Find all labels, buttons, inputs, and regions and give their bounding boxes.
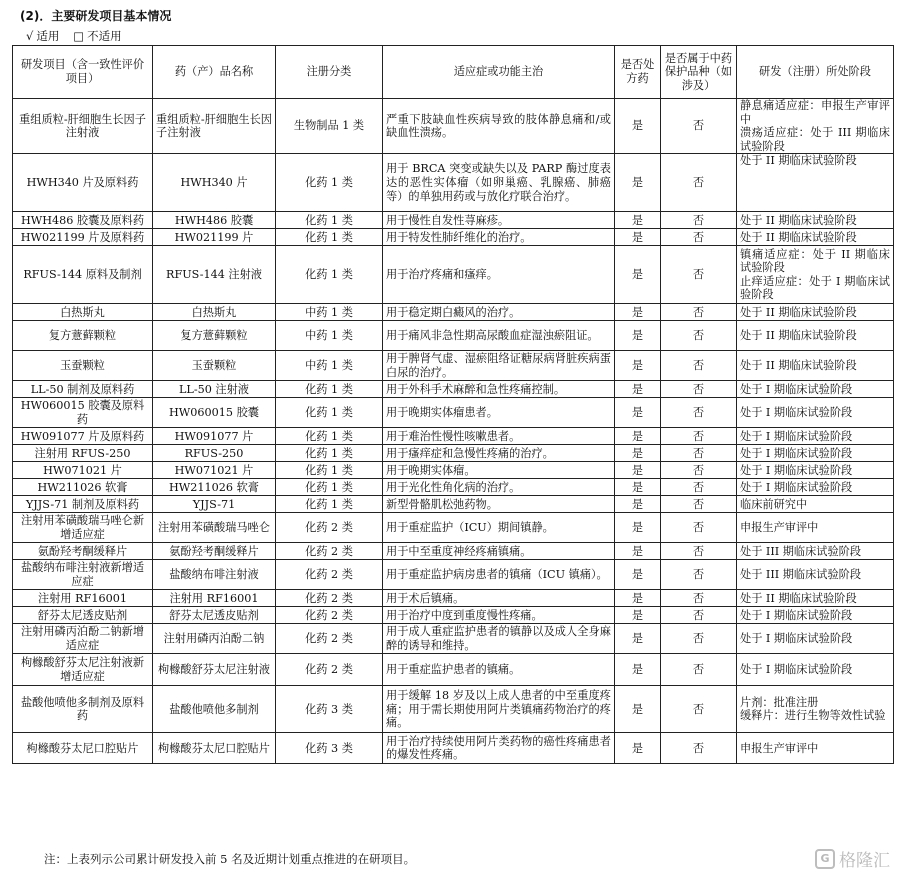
cell-prescription: 是 [615,154,661,212]
table-note: 注：上表列示公司累计研发投入前 5 名及近期计划重点推进的在研项目。 [44,852,416,866]
cell-product-name: HW071021 片 [153,462,276,479]
cell-registration-class: 化药 3 类 [276,686,383,733]
cell-project: 枸橼酸芬太尼口腔贴片 [13,733,153,764]
cell-indication: 用于晚期实体瘤患者。 [383,398,615,428]
check-mark-icon: √ [26,29,34,43]
cell-project: HWH340 片及原料药 [13,154,153,212]
cell-prescription: 是 [615,479,661,496]
cell-product-name: HW060015 胶囊 [153,398,276,428]
cell-project: 重组质粒-肝细胞生长因子注射液 [13,99,153,154]
cell-indication: 用于稳定期白癜风的治疗。 [383,304,615,321]
cell-indication: 用于治疗持续使用阿片类药物的癌性疼痛患者的爆发性疼痛。 [383,733,615,764]
cell-indication: 用于晚期实体瘤。 [383,462,615,479]
cell-project: 注射用 RF16001 [13,590,153,607]
cell-stage: 申报生产审评中 [737,513,894,543]
cell-product-name: HW021199 片 [153,229,276,246]
cell-indication: 用于难治性慢性咳嗽患者。 [383,428,615,445]
cell-prescription: 是 [615,229,661,246]
table-body [13,99,894,764]
cell-product-name: 重组质粒-肝细胞生长因子注射液 [153,99,276,154]
cell-project: HW060015 胶囊及原料药 [13,398,153,428]
cell-prescription: 是 [615,733,661,764]
cell-product-name: 注射用 RF16001 [153,590,276,607]
cell-project: HWH486 胶囊及原料药 [13,212,153,229]
cell-project: 舒芬太尼透皮贴剂 [13,607,153,624]
cell-stage: 处于 I 期临床试验阶段 [737,398,894,428]
cell-indication: 用于痛风非急性期高尿酸血症湿浊瘀阻证。 [383,321,615,351]
header-stage: 研发（注册）所处阶段 [737,46,894,99]
cell-product-name: 复方薏藓颗粒 [153,321,276,351]
cell-indication: 用于 BRCA 突变或缺失以及 PARP 酶过度表达的恶性实体瘤（如卵巢癌、乳腺癌、肺癌等）的单独用药或与放化疗联合治疗。 [383,154,615,212]
cell-prescription: 是 [615,686,661,733]
cell-stage: 处于 I 期临床试验阶段 [737,654,894,686]
table-header-row [13,46,894,99]
cell-indication: 严重下肢缺血性疾病导致的肢体静息痛和/或缺血性溃疡。 [383,99,615,154]
cell-product-name: 注射用苯磺酸瑞马唑仑 [153,513,276,543]
cell-product-name: HW211026 软膏 [153,479,276,496]
cell-prescription: 是 [615,428,661,445]
cell-product-name: 氨酚羟考酮缓释片 [153,543,276,560]
cell-prescription: 是 [615,560,661,590]
table-row [13,590,894,607]
table-row [13,462,894,479]
cell-prescription: 是 [615,607,661,624]
cell-project: 复方薏藓颗粒 [13,321,153,351]
cell-indication: 用于重症监护病房患者的镇痛（ICU 镇痛）。 [383,560,615,590]
cell-project: HW091077 片及原料药 [13,428,153,445]
table-row [13,560,894,590]
cell-stage: 镇痛适应症：处于 II 期临床试验阶段 止痒适应症：处于 I 期临床试验阶段 [737,246,894,304]
cell-tcm-protection: 否 [661,543,737,560]
table-row [13,304,894,321]
cell-product-name: 注射用磷丙泊酚二钠 [153,624,276,654]
cell-tcm-protection: 否 [661,381,737,398]
cell-indication: 用于瘙痒症和急慢性疼痛的治疗。 [383,445,615,462]
table-row [13,513,894,543]
cell-tcm-protection: 否 [661,212,737,229]
cell-product-name: HWH340 片 [153,154,276,212]
header-prescription: 是否处方药 [615,46,661,99]
cell-product-name: 枸橼酸芬太尼口腔贴片 [153,733,276,764]
cell-stage: 临床前研究中 [737,496,894,513]
cell-project: 枸橼酸舒芬太尼注射液新增适应症 [13,654,153,686]
cell-tcm-protection: 否 [661,479,737,496]
cell-stage: 处于 I 期临床试验阶段 [737,624,894,654]
cell-project: 注射用磷丙泊酚二钠新增适应症 [13,624,153,654]
table-row [13,445,894,462]
table-row [13,607,894,624]
cell-indication: 用于重症监护患者的镇痛。 [383,654,615,686]
header-indication: 适应症或功能主治 [383,46,615,99]
cell-tcm-protection: 否 [661,496,737,513]
cell-registration-class: 化药 2 类 [276,654,383,686]
cell-tcm-protection: 否 [661,398,737,428]
cell-prescription: 是 [615,496,661,513]
cell-product-name: HW091077 片 [153,428,276,445]
cell-registration-class: 化药 2 类 [276,560,383,590]
cell-tcm-protection: 否 [661,686,737,733]
cell-stage: 处于 III 期临床试验阶段 [737,543,894,560]
cell-project: HW071021 片 [13,462,153,479]
watermark [815,846,890,871]
cell-tcm-protection: 否 [661,624,737,654]
header-project: 研发项目（含一致性评价项目） [13,46,153,99]
cell-prescription: 是 [615,513,661,543]
table-row [13,543,894,560]
cell-prescription: 是 [615,246,661,304]
cell-project: 盐酸他喷他多制剂及原料药 [13,686,153,733]
table-row [13,154,894,212]
cell-registration-class: 化药 1 类 [276,428,383,445]
cell-tcm-protection: 否 [661,321,737,351]
cell-registration-class: 化药 1 类 [276,381,383,398]
cell-registration-class: 化药 2 类 [276,543,383,560]
cell-project: 白热斯丸 [13,304,153,321]
cell-tcm-protection: 否 [661,654,737,686]
cell-tcm-protection: 否 [661,513,737,543]
cell-stage: 处于 I 期临床试验阶段 [737,479,894,496]
cell-indication: 用于缓解 18 岁及以上成人患者的中至重度疼痛；用于需长期使用阿片类镇痛药物治疗的疼痛。 [383,686,615,733]
cell-registration-class: 化药 2 类 [276,590,383,607]
header-tcm-protection: 是否属于中药保护品种（如涉及） [661,46,737,99]
cell-prescription: 是 [615,99,661,154]
cell-tcm-protection: 否 [661,304,737,321]
cell-stage: 处于 I 期临床试验阶段 [737,428,894,445]
cell-product-name: YJJS-71 [153,496,276,513]
table-row [13,654,894,686]
cell-indication: 用于术后镇痛。 [383,590,615,607]
cell-indication: 用于成人重症监护患者的镇静以及成人全身麻醉的诱导和维持。 [383,624,615,654]
watermark-text: 格隆汇 [839,851,890,871]
cell-indication: 用于外科手术麻醉和急性疼痛控制。 [383,381,615,398]
cell-stage: 处于 II 期临床试验阶段 [737,154,894,212]
cell-tcm-protection: 否 [661,445,737,462]
cell-project: 玉蚕颗粒 [13,351,153,381]
cell-prescription: 是 [615,590,661,607]
cell-registration-class: 中药 1 类 [276,321,383,351]
cell-registration-class: 化药 2 类 [276,607,383,624]
cell-tcm-protection: 否 [661,246,737,304]
watermark-logo-icon: G [815,849,835,869]
cell-indication: 用于特发性肺纤维化的治疗。 [383,229,615,246]
cell-indication: 新型骨骼肌松弛药物。 [383,496,615,513]
cell-registration-class: 中药 1 类 [276,351,383,381]
table-row [13,479,894,496]
cell-stage: 处于 III 期临床试验阶段 [737,560,894,590]
cell-tcm-protection: 否 [661,229,737,246]
table-row [13,321,894,351]
cell-tcm-protection: 否 [661,560,737,590]
cell-tcm-protection: 否 [661,607,737,624]
cell-stage: 处于 II 期临床试验阶段 [737,321,894,351]
cell-prescription: 是 [615,351,661,381]
cell-stage: 静息痛适应症：申报生产审评中 溃疡适应症：处于 III 期临床试验阶段 [737,99,894,154]
header-registration-class: 注册分类 [276,46,383,99]
cell-indication: 用于重症监护（ICU）期间镇静。 [383,513,615,543]
cell-stage: 处于 I 期临床试验阶段 [737,445,894,462]
cell-stage: 处于 II 期临床试验阶段 [737,351,894,381]
table-row [13,99,894,154]
cell-registration-class: 化药 2 类 [276,513,383,543]
cell-project: 盐酸纳布啡注射液新增适应症 [13,560,153,590]
cell-product-name: LL-50 注射液 [153,381,276,398]
cell-prescription: 是 [615,462,661,479]
cell-product-name: 枸橼酸舒芬太尼注射液 [153,654,276,686]
cell-indication: 用于慢性自发性荨麻疹。 [383,212,615,229]
cell-product-name: 盐酸他喷他多制剂 [153,686,276,733]
cell-stage: 处于 II 期临床试验阶段 [737,304,894,321]
cell-product-name: HWH486 胶囊 [153,212,276,229]
cell-stage: 片剂：批准注册 缓释片：进行生物等效性试验 [737,686,894,733]
cell-tcm-protection: 否 [661,590,737,607]
cell-prescription: 是 [615,445,661,462]
cell-tcm-protection: 否 [661,351,737,381]
applicable-label: 适用 [36,29,60,43]
cell-stage: 处于 II 期临床试验阶段 [737,590,894,607]
cell-registration-class: 化药 1 类 [276,479,383,496]
cell-stage: 申报生产审评中 [737,733,894,764]
section-heading: (2)．主要研发项目基本情况 [20,9,172,23]
cell-project: HW211026 软膏 [13,479,153,496]
applicability-row [26,28,125,44]
table-row [13,212,894,229]
cell-tcm-protection: 否 [661,154,737,212]
cell-indication: 用于治疗疼痛和瘙痒。 [383,246,615,304]
cell-registration-class: 化药 2 类 [276,624,383,654]
cell-registration-class: 化药 1 类 [276,154,383,212]
table-row [13,428,894,445]
cell-project: LL-50 制剂及原料药 [13,381,153,398]
cell-product-name: 白热斯丸 [153,304,276,321]
cell-registration-class: 化药 1 类 [276,496,383,513]
cell-stage: 处于 I 期临床试验阶段 [737,462,894,479]
cell-tcm-protection: 否 [661,733,737,764]
checkbox-icon: □ [73,29,85,43]
cell-project: 注射用 RFUS-250 [13,445,153,462]
cell-product-name: RFUS-144 注射液 [153,246,276,304]
header-product-name: 药（产）品名称 [153,46,276,99]
cell-tcm-protection: 否 [661,99,737,154]
cell-prescription: 是 [615,398,661,428]
cell-product-name: 盐酸纳布啡注射液 [153,560,276,590]
cell-project: HW021199 片及原料药 [13,229,153,246]
cell-registration-class: 化药 1 类 [276,212,383,229]
cell-indication: 用于光化性角化病的治疗。 [383,479,615,496]
table-row [13,496,894,513]
table-row [13,246,894,304]
table-row [13,381,894,398]
cell-registration-class: 化药 1 类 [276,246,383,304]
cell-indication: 用于中至重度神经疼痛镇痛。 [383,543,615,560]
cell-stage: 处于 II 期临床试验阶段 [737,212,894,229]
cell-registration-class: 化药 1 类 [276,398,383,428]
cell-prescription: 是 [615,543,661,560]
cell-prescription: 是 [615,654,661,686]
cell-registration-class: 化药 1 类 [276,229,383,246]
cell-product-name: 舒芬太尼透皮贴剂 [153,607,276,624]
cell-project: 注射用苯磺酸瑞马唑仑新增适应症 [13,513,153,543]
cell-prescription: 是 [615,624,661,654]
table-row [13,733,894,764]
cell-indication: 用于脾肾气虚、湿瘀阻络证糖尿病肾脏疾病蛋白尿的治疗。 [383,351,615,381]
cell-stage: 处于 I 期临床试验阶段 [737,607,894,624]
cell-registration-class: 化药 1 类 [276,445,383,462]
cell-project: RFUS-144 原料及制剂 [13,246,153,304]
cell-registration-class: 中药 1 类 [276,304,383,321]
rd-projects-table [12,45,894,764]
cell-registration-class: 生物制品 1 类 [276,99,383,154]
table-row [13,686,894,733]
cell-prescription: 是 [615,212,661,229]
cell-stage: 处于 I 期临床试验阶段 [737,381,894,398]
table-row [13,398,894,428]
cell-prescription: 是 [615,321,661,351]
cell-product-name: 玉蚕颗粒 [153,351,276,381]
cell-project: 氨酚羟考酮缓释片 [13,543,153,560]
table-row [13,624,894,654]
cell-project: YJJS-71 制剂及原料药 [13,496,153,513]
cell-registration-class: 化药 1 类 [276,462,383,479]
cell-prescription: 是 [615,381,661,398]
cell-registration-class: 化药 3 类 [276,733,383,764]
cell-tcm-protection: 否 [661,462,737,479]
not-applicable-label: 不适用 [87,29,122,43]
table-row [13,351,894,381]
table-row [13,229,894,246]
cell-prescription: 是 [615,304,661,321]
cell-indication: 用于治疗中度到重度慢性疼痛。 [383,607,615,624]
cell-product-name: RFUS-250 [153,445,276,462]
cell-tcm-protection: 否 [661,428,737,445]
cell-stage: 处于 II 期临床试验阶段 [737,229,894,246]
